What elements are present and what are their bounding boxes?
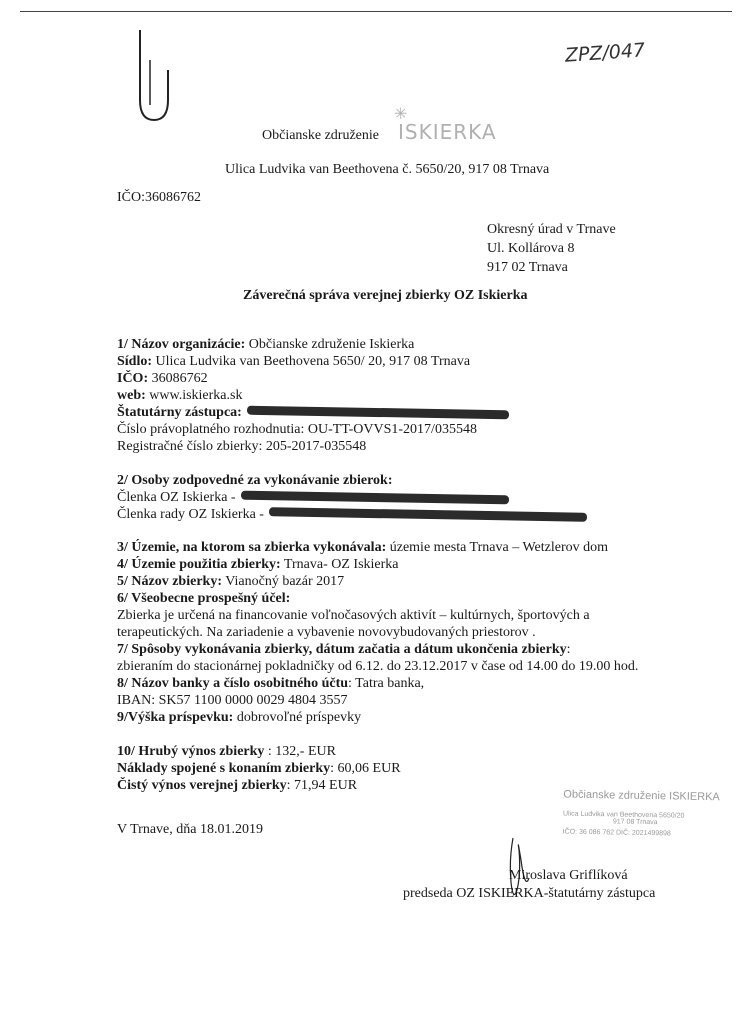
field-label: 8/ Názov banky a číslo osobitného účtu	[117, 676, 349, 691]
date-place: V Trnave, dňa 18.01.2019	[117, 822, 263, 837]
stamp-org: Občianske združenie ISKIERKA	[563, 788, 720, 804]
document-title: Záverečná správa verejnej zbierky OZ Iskierka	[243, 288, 528, 303]
field-label: 4/ Územie použitia zbierky:	[117, 557, 281, 572]
field-value: dobrovoľné príspevky	[233, 710, 362, 725]
seat-row	[117, 354, 470, 370]
methods-row	[117, 642, 571, 658]
organization-stamp	[563, 789, 734, 839]
redaction-mark	[247, 406, 509, 420]
statutory-row	[117, 405, 509, 421]
recipient-line: 917 02 Trnava	[487, 260, 568, 275]
field-label: 7/ Spôsoby vykonávania zbierky, dátum začatia a dátum ukončenia zbierky	[117, 642, 567, 657]
letterhead-address: Ulica Ludvika van Beethovena č. 5650/20, 917 08 Trnava	[225, 162, 550, 177]
methods-text: zbieraním do stacionárnej pokladničky od 6.12. do 23.12.2017 v čase od 14.00 do 19.00 hod.	[117, 659, 639, 674]
purpose-text: terapeutických. Na zariadenie a vybavenie novovybudovaných priestorov .	[117, 625, 536, 640]
paper-clip-icon	[120, 20, 180, 130]
web-row	[117, 388, 242, 404]
logo-text: ISKIERKA	[398, 120, 497, 144]
redaction-mark	[269, 508, 587, 523]
letterhead-org-prefix: Občianske združenie	[262, 128, 379, 143]
field-value: Občianske združenie Iskierka	[245, 337, 415, 352]
territory-row	[117, 540, 608, 556]
field-value: : 132,- EUR	[264, 744, 336, 759]
ico-row	[117, 371, 208, 387]
responsible-persons-heading: 2/ Osoby zodpovedné za vykonávanie zbierok:	[117, 473, 393, 488]
purpose-text: Zbierka je určená na financovanie voľnočasových aktivít – kultúrnych, športových a	[117, 608, 590, 623]
field-label: 1/ Názov organizácie:	[117, 337, 246, 352]
field-value: :	[566, 642, 571, 657]
person-row	[117, 490, 509, 506]
redaction-mark	[241, 491, 509, 505]
field-value: Vianočný bazár 2017	[221, 574, 345, 589]
field-label: Čistý výnos verejnej zbierky	[117, 778, 287, 793]
signatory-name: Miroslava Griflíková	[509, 868, 628, 883]
field-value: Trnava- OZ Iskierka	[280, 557, 399, 572]
person-row	[117, 507, 587, 523]
field-label: 9/Výška príspevku:	[117, 710, 234, 725]
field-value: Ulica Ludvika van Beethovena 5650/ 20, 917 08 Trnava	[152, 354, 471, 369]
gross-yield-row	[117, 744, 336, 760]
bank-row	[117, 676, 424, 692]
recipient-line: Ul. Kollárova 8	[487, 241, 575, 256]
field-label: Náklady spojené s konaním zbierky	[117, 761, 331, 776]
decision-row: Číslo právoplatného rozhodnutia: OU-TT-OVVS1-2017/035548	[117, 422, 477, 437]
registration-row: Registračné číslo zbierky: 205-2017-035548	[117, 439, 367, 454]
handwritten-number: ZPZ/047	[564, 39, 646, 67]
org-name-row	[117, 337, 414, 353]
logo-star-icon: ✳	[394, 104, 409, 123]
field-value: 36086762	[148, 371, 208, 386]
iban-row: IBAN: SK57 1100 0000 0029 4804 3557	[117, 693, 348, 708]
net-yield-row	[117, 778, 357, 794]
field-value: : 71,94 EUR	[286, 778, 358, 793]
field-label: IČO:	[117, 371, 149, 386]
stamp-line: Ulica Ludvika van Beethovena 5650/20	[562, 810, 685, 820]
field-label: Sídlo:	[117, 354, 153, 369]
field-label: Štatutárny zástupca:	[117, 405, 242, 420]
stamp-line: IČO: 36 086 762 DIČ: 2021499898	[562, 828, 671, 838]
contribution-row	[117, 710, 361, 726]
usage-row	[117, 557, 399, 573]
collection-name-row	[117, 574, 344, 590]
field-value: : 60,06 EUR	[330, 761, 401, 776]
purpose-label: 6/ Všeobecne prospešný účel:	[117, 591, 291, 606]
recipient-line: Okresný úrad v Trnave	[487, 222, 616, 237]
recipient-block	[487, 220, 616, 277]
person-label: Členka rady OZ Iskierka -	[117, 507, 264, 522]
field-label: 5/ Názov zbierky:	[117, 574, 222, 589]
field-value: www.iskierka.sk	[145, 388, 243, 403]
top-edge-line	[20, 11, 732, 12]
field-value: územie mesta Trnava – Wetzlerov dom	[386, 540, 609, 555]
stamp-line: 917 08 Trnava	[612, 818, 658, 827]
costs-row	[117, 761, 401, 777]
field-label: web:	[117, 388, 146, 403]
person-label: Členka OZ Iskierka -	[117, 490, 236, 505]
field-label: 3/ Územie, na ktorom sa zbierka vykonávala:	[117, 540, 387, 555]
letterhead-logo	[394, 104, 497, 144]
field-label: 10/ Hrubý výnos zbierky	[117, 744, 265, 759]
signatory-role: predseda OZ ISKIERKA-štatutárny zástupca	[403, 886, 656, 901]
header-ico: IČO:36086762	[117, 190, 201, 205]
field-value: : Tatra banka,	[348, 676, 425, 691]
